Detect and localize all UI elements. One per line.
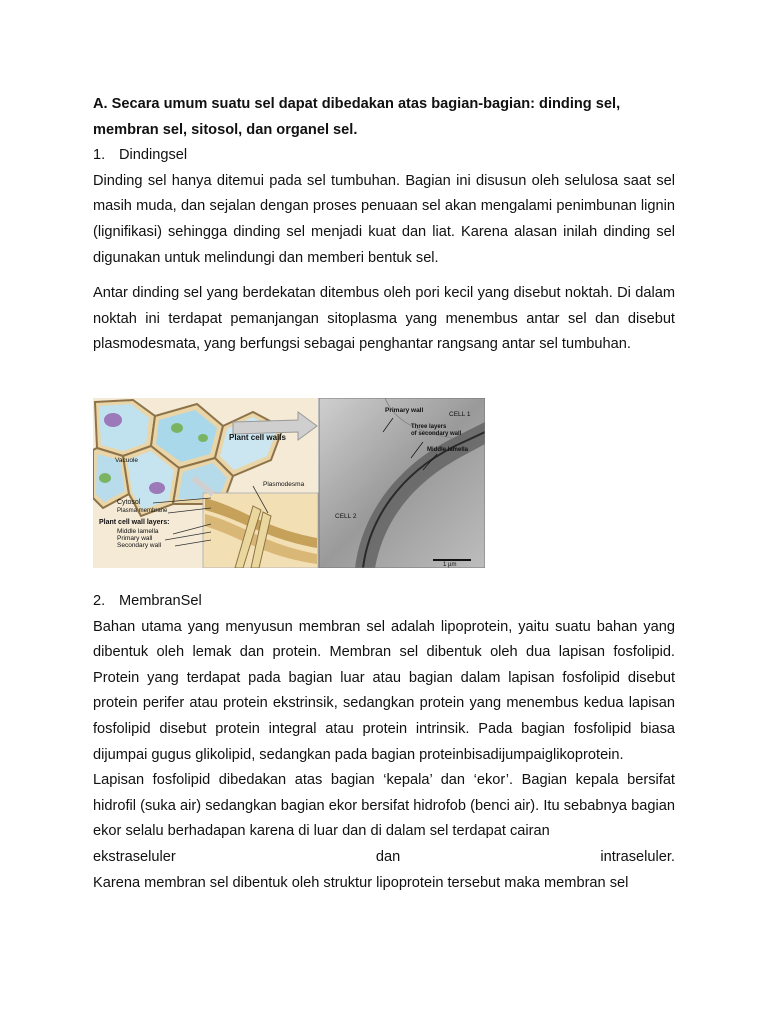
dinding-sel-paragraph-2: Antar dinding sel yang berdekatan ditembus oleh pori kecil yang disebut noktah. Di dalam noktah ini terdapat pemanjangan sitoplasma yang menembus antar sel dan disebut plasmodesmata, yang berfungsi sebagai penghantar rangsang antar sel tumbuhan. [93, 285, 675, 353]
micro-label-cell2: CELL 2 [335, 513, 357, 520]
word-ekstraseluler: ekstraseluler [93, 848, 176, 865]
membran-sel-paragraph-1: Bahan utama yang menyusun membran sel adalah lipoprotein, yaitu suatu bahan yang dibentuk oleh lemak dan protein. Membran sel dibentuk oleh dua lapisan fosfolipid. Protein yang terdapat pada bagian luar atau bagian dalam lapisan fosfolipid disebut protein perifer atau protein ekstrinsik, sedangkan protein yang menembus kedua lapisan fosfolipid disebut protein integral atau protein intrinsik. Pada bagian fosfolipid biasa dijumpai gugus glikolipid, sedangkan pada bagian proteinbisadijumpaiglikoprotein. [93, 618, 675, 763]
section-2 [93, 589, 675, 896]
item2-title: MembranSel [119, 593, 202, 609]
label-plasmodesma: Plasmodesma [263, 481, 305, 488]
item1-heading [93, 143, 675, 169]
figure-svg [93, 398, 485, 568]
item2-heading [93, 589, 675, 615]
micro-label-middle-lamella: Middle lamella [427, 447, 469, 453]
label-middle-lamella: Middle lamella [117, 528, 159, 535]
plant-cell-wall-figure [93, 398, 485, 568]
micro-label-three-layers-1: Three layers [411, 424, 447, 430]
membran-sel-paragraph-2: Lapisan fosfolipid dibedakan atas bagian ‘kepala’ dan ‘ekor’. Bagian kepala bersifat hidrofil (suka air) sedangkan bagian ekor bersifat hidrofob (benci air). Itu sebabnya bagian ekor selalu berhadapan karena di luar dan di dalam sel terdapat cairan [93, 772, 675, 840]
micro-label-scale: 1 µm [443, 562, 457, 568]
item1-number: 1. [93, 147, 106, 164]
word-intraseluler: intraseluler. [600, 848, 675, 865]
label-plasma-membrane: Plasma membrane [117, 508, 168, 514]
label-secondary-wall: Secondary wall [117, 542, 162, 549]
label-plant-cell-walls: Plant cell walls [229, 433, 286, 442]
label-vacuole: Vacuole [115, 457, 139, 464]
item2-number: 2. [93, 593, 106, 609]
word-dan: dan [375, 848, 401, 865]
label-plant-cell-wall-layers: Plant cell wall layers: [99, 519, 170, 526]
membran-sel-paragraph-2-last-line [93, 845, 675, 871]
section-a-heading-line2: membran sel, sitosol, dan organel sel. [93, 121, 358, 138]
item1-title: Dindingsel [119, 147, 188, 164]
micro-label-cell1: CELL 1 [449, 411, 471, 418]
section-a-heading-line1: A. Secara umum suatu sel dapat dibedakan atas bagian-bagian: dinding sel, [93, 96, 621, 112]
dinding-sel-paragraph-1: Dinding sel hanya ditemui pada sel tumbuhan. Bagian ini disusun oleh selulosa saat sel masih muda, dan sejalan dengan proses penuaan sel akan mengalami penimbunan lignin (lignifikasi) sehingga dinding sel menjadi kuat dan liat. Karena alasan inilah dinding sel digunakan untuk melindungi dan memberi bentuk sel. [93, 172, 675, 266]
section-a [93, 92, 675, 358]
label-cytosol: Cytosol [117, 499, 141, 506]
micro-label-primary-wall: Primary wall [385, 407, 424, 414]
micro-label-three-layers-2: of secondary wall [411, 431, 462, 437]
membran-sel-paragraph-3: Karena membran sel dibentuk oleh struktur lipoprotein tersebut maka membran sel [93, 874, 629, 891]
label-primary-wall: Primary wall [117, 535, 153, 542]
